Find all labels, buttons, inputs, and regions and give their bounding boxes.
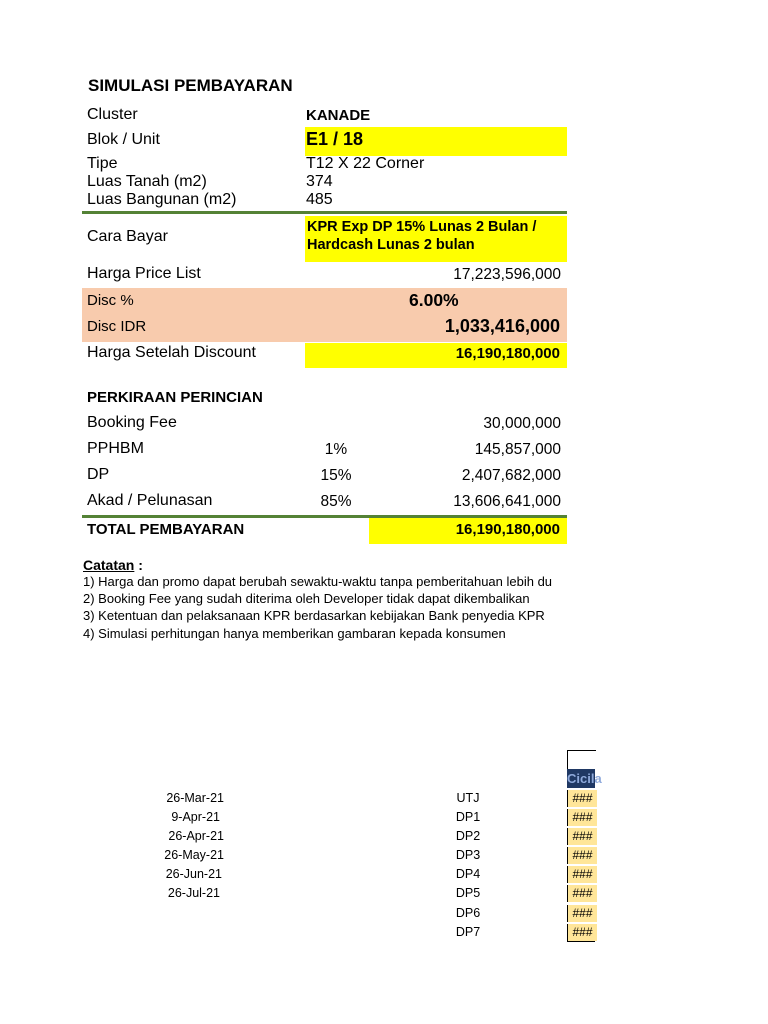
notes-heading-colon: : <box>134 557 143 573</box>
blok-value: E1 / 18 <box>306 129 364 149</box>
schedule-code: DP5 <box>455 886 481 900</box>
luas-bangunan-label: Luas Bangunan (m2) <box>87 191 237 208</box>
divider <box>82 211 567 214</box>
after-disc-value: 16,190,180,000 <box>455 345 560 362</box>
cluster-value: KANADE <box>306 107 371 124</box>
schedule-code: UTJ <box>456 791 480 805</box>
breakdown-row-value: 13,606,641,000 <box>453 493 561 510</box>
tipe-label: Tipe <box>87 155 118 172</box>
schedule-amount: ### <box>567 866 597 883</box>
schedule-date: 26-Apr-21 <box>168 829 224 843</box>
price-list-label: Harga Price List <box>87 265 201 282</box>
cara-bayar-line2: Hardcash Lunas 2 bulan <box>307 237 475 253</box>
schedule-amount: ### <box>567 847 597 864</box>
schedule-code: DP6 <box>455 906 481 920</box>
schedule-amount: ### <box>567 790 597 807</box>
breakdown-row-value: 2,407,682,000 <box>461 467 561 484</box>
notes-heading <box>83 557 143 573</box>
schedule-date: 9-Apr-21 <box>171 810 220 824</box>
note-line: 2) Booking Fee yang sudah diterima oleh Developer tidak dapat dikembalikan <box>83 591 530 606</box>
schedule-code: DP3 <box>455 848 481 862</box>
note-line: 4) Simulasi perhitungan hanya memberikan gambaran kepada konsumen <box>83 626 506 641</box>
price-list-value: 17,223,596,000 <box>453 266 561 283</box>
cara-bayar-label: Cara Bayar <box>87 228 168 245</box>
disc-idr-label: Disc IDR <box>87 318 147 335</box>
disc-pct-label: Disc % <box>87 292 134 309</box>
breakdown-row-label: Booking Fee <box>87 414 177 431</box>
luas-tanah-value: 374 <box>306 173 333 190</box>
breakdown-heading: PERKIRAAN PERINCIAN <box>87 389 263 406</box>
schedule-bottom-border <box>567 941 595 942</box>
page-title: SIMULASI PEMBAYARAN <box>88 76 293 95</box>
breakdown-row-pct: 85% <box>320 493 352 510</box>
schedule-code: DP4 <box>455 867 481 881</box>
cara-bayar-line1: KPR Exp DP 15% Lunas 2 Bulan / <box>307 219 537 235</box>
schedule-date: 26-Jun-21 <box>165 867 222 881</box>
schedule-header: Cicila <box>567 771 602 786</box>
disc-idr-value: 1,033,416,000 <box>444 316 560 336</box>
breakdown-row-pct: 15% <box>320 467 352 484</box>
total-value: 16,190,180,000 <box>455 521 560 538</box>
luas-tanah-label: Luas Tanah (m2) <box>87 173 207 190</box>
note-line: 3) Ketentuan dan pelaksanaan KPR berdasarkan kebijakan Bank penyedia KPR <box>83 608 545 623</box>
schedule-header-frame <box>567 750 596 769</box>
after-disc-label: Harga Setelah Discount <box>87 344 256 361</box>
breakdown-row-value: 145,857,000 <box>474 441 561 458</box>
breakdown-row-value: 30,000,000 <box>483 415 561 432</box>
schedule-amount: ### <box>567 809 597 826</box>
schedule-amount: ### <box>567 924 597 941</box>
schedule-amount: ### <box>567 828 597 845</box>
schedule-date: 26-Mar-21 <box>166 791 224 805</box>
schedule-amount: ### <box>567 905 597 922</box>
breakdown-row-label: PPHBM <box>87 440 144 457</box>
disc-pct-value: 6.00% <box>409 290 459 310</box>
schedule-code: DP7 <box>455 925 481 939</box>
schedule-code: DP1 <box>455 810 481 824</box>
breakdown-row-label: Akad / Pelunasan <box>87 492 213 509</box>
schedule-amount: ### <box>567 885 597 902</box>
luas-bangunan-value: 485 <box>306 191 333 208</box>
schedule-date: 26-May-21 <box>164 848 224 862</box>
total-label: TOTAL PEMBAYARAN <box>87 521 245 538</box>
cluster-label: Cluster <box>87 106 138 123</box>
note-line: 1) Harga dan promo dapat berubah sewaktu-waktu tanpa pemberitahuan lebih du <box>83 574 553 589</box>
schedule-date: 26-Jul-21 <box>167 886 220 900</box>
tipe-value: T12 X 22 Corner <box>306 155 425 172</box>
breakdown-row-pct: 1% <box>324 441 348 458</box>
breakdown-row-label: DP <box>87 466 110 483</box>
schedule-code: DP2 <box>455 829 481 843</box>
blok-label: Blok / Unit <box>87 131 160 148</box>
notes-heading-text: Catatan <box>83 557 135 573</box>
